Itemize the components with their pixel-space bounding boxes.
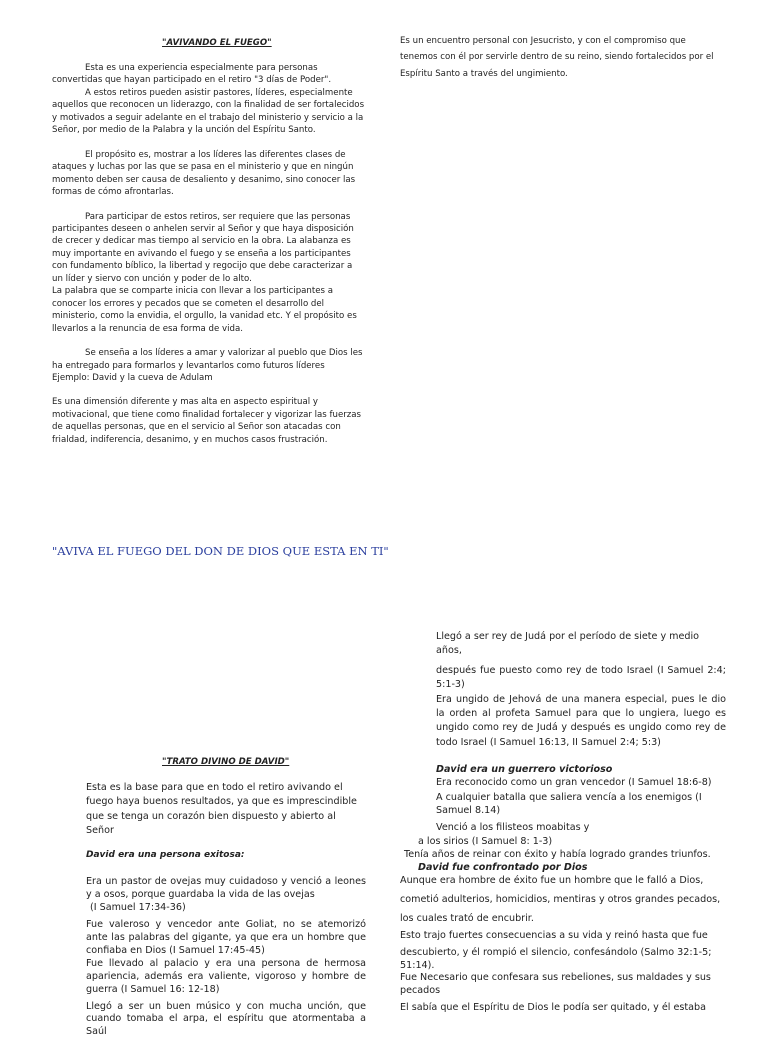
successful-heading: David era una persona exitosa: bbox=[86, 849, 366, 863]
example-line: Ejemplo: David y la cueva de Adulam bbox=[52, 372, 365, 384]
success-item-4: Llegó a ser un buen músico y con mucha unción, que cuando tomaba el arpa, el espíritu que atormentaba a Saúl bbox=[86, 1001, 366, 1039]
king-judah-line: Llegó a ser rey de Judá por el período de siete y medio años, bbox=[436, 630, 726, 659]
success-item-1-ref: (I Samuel 17:34-36) bbox=[90, 902, 366, 915]
trato-title: "TRATO DIVINO DE DAVID" bbox=[162, 757, 289, 767]
warrior-item-1: Era reconocido como un gran vencedor (I Samuel 18:6-8) bbox=[436, 777, 726, 790]
warrior-item-2: A cualquier batalla que saliera vencía a los enemigos (I Samuel 8.14) bbox=[436, 792, 726, 818]
attendees-paragraph: A estos retiros pueden asistir pastores, líderes, especialmente aquellos que reconocen un liderazgo, con la finalidad de ser fortalecidos y motivados a seguir adelante en el trabajo del ministerio y servicio a la Señor, por medio de la Palabra y la unción del Espíritu Santo. bbox=[52, 87, 365, 137]
confronted-line-2: cometió adulterios, homicidios, mentiras y otros grandes pecados, bbox=[400, 894, 730, 907]
anointed-paragraph: Era ungido de Jehová de una manera especial, pues le dio la orden al profeta Samuel para que lo ungiera, luego es ungido como rey de Judá y después es ungido como rey de todo Israel (I Samuel 16:13, II Samuel 2:4; 5:3) bbox=[436, 693, 726, 751]
warrior-item-4: a los sirios (I Samuel 8: 1-3) bbox=[418, 836, 730, 849]
king-israel-line: después fue puesto como rey de todo Israel (I Samuel 2:4; 5:1-3) bbox=[436, 664, 726, 693]
left-bottom-column bbox=[86, 781, 366, 1039]
left-top-column bbox=[52, 62, 365, 446]
word-paragraph: La palabra que se comparte inicia con llevar a los participantes a conocer los errores y pecados que se cometen el desarrollo del ministerio, como la envidia, el orgullo, la vanidad etc. Y el propósito es llevarlos a la renuncia de esa forma de vida. bbox=[52, 285, 365, 335]
confronted-line-1: Aunque era hombre de éxito fue un hombre que le falló a Dios, bbox=[400, 875, 730, 888]
confronted-line-3: los cuales trató de encubrir. bbox=[400, 913, 730, 926]
encounter-paragraph: Es un encuentro personal con Jesucristo, y con el compromiso que tenemos con él por servirle dentro de su reino, siendo fortalecidos por el Espíritu Santo a través del ungimiento. bbox=[400, 33, 718, 82]
warrior-item-5: Tenía años de reinar con éxito y había logrado grandes triunfos. bbox=[404, 849, 730, 862]
confronted-heading: David fue confrontado por Dios bbox=[418, 862, 730, 875]
warrior-item-3: Venció a los filisteos moabitas y bbox=[436, 822, 726, 835]
confronted-section bbox=[400, 836, 730, 1015]
right-top-column bbox=[400, 33, 718, 82]
leaders-paragraph: Se enseña a los líderes a amar y valorizar al pueblo que Dios les ha entregado para formarlos y levantarlos como futuros líderes bbox=[52, 347, 365, 372]
success-item-1: Era un pastor de ovejas muy cuidadoso y venció a leones y a osos, porque guardaba la vida de las ovejas bbox=[86, 876, 366, 902]
trato-intro: Esta es la base para que en todo el retiro avivando el fuego haya buenos resultados, ya que es imprescindible que se tenga un corazón bien dispuesto y abierto al Señor bbox=[86, 781, 366, 839]
purpose-paragraph: El propósito es, mostrar a los líderes las diferentes clases de ataques y luchas por las que se pasa en el ministerio y que en ningún momento deben ser causa de desaliento y desanimo, sino conocer las formas de cómo afrontarlas. bbox=[52, 149, 365, 199]
success-item-3: Fue llevado al palacio y era una persona de hermosa apariencia, además era valiente, vigoroso y hombre de guerra (I Samuel 16: 12-18) bbox=[86, 958, 366, 997]
banner-quote: "AVIVA EL FUEGO DEL DON DE DIOS QUE ESTA EN TI" bbox=[52, 544, 389, 558]
warrior-section bbox=[436, 764, 726, 835]
retiro-title: "AVIVANDO EL FUEGO" bbox=[162, 38, 272, 48]
confronted-line-4: Esto trajo fuertes consecuencias a su vida y reinó hasta que fue bbox=[400, 930, 730, 943]
dimension-paragraph: Es una dimensión diferente y mas alta en aspecto espiritual y motivacional, que tiene como finalidad fortalecer y vigorizar las fuerzas de aquellas personas, que en el servicio al Señor son atacadas con frialdad, indiferencia, desanimo, y en muchos casos frustración. bbox=[52, 396, 365, 446]
success-item-2: Fue valeroso y vencedor ante Goliat, no se atemorizó ante las palabras del gigante, ya que era un hombre que confiaba en Dios (I Samuel 17:45-45) bbox=[86, 919, 366, 958]
intro-paragraph: Esta es una experiencia especialmente para personas convertidas que hayan participado en el retiro "3 días de Poder". bbox=[52, 62, 365, 87]
confronted-line-5: descubierto, y él rompió el silencio, confesándolo (Salmo 32:1-5; 51:14). bbox=[400, 947, 730, 973]
requirements-paragraph: Para participar de estos retiros, ser requiere que las personas participantes deseen o anhelen servir al Señor y que haya disposición de crecer y dedicar mas tiempo al servicio en la obra. La alabanza es muy importante en avivando el fuego y se enseña a los participantes con fundamento bíblico, la libertad y regocijo que debe caracterizar a un líder y siervo con unción y poder de lo alto. bbox=[52, 211, 365, 286]
right-bottom-column bbox=[436, 630, 726, 750]
confronted-line-7: El sabía que el Espíritu de Dios le podía ser quitado, y él estaba bbox=[400, 1002, 730, 1015]
warrior-heading: David era un guerrero victorioso bbox=[436, 764, 726, 777]
confronted-line-6: Fue Necesario que confesara sus rebeliones, sus maldades y sus pecados bbox=[400, 972, 730, 998]
